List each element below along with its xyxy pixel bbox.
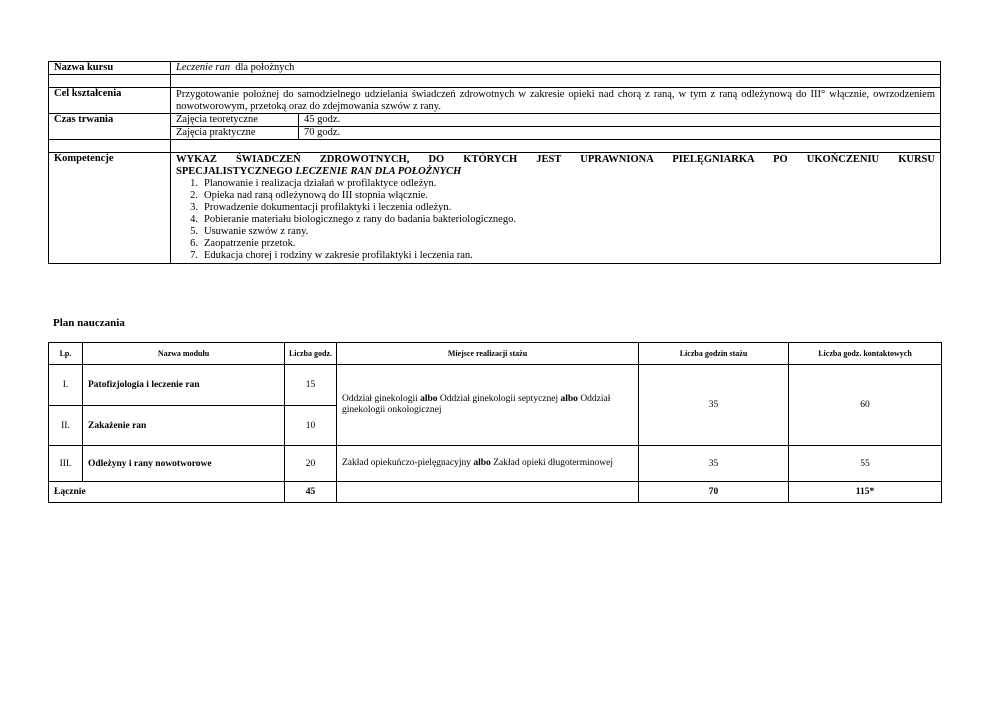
duration-row-theory	[49, 114, 941, 127]
row-hours: 10	[285, 406, 337, 446]
list-item	[176, 238, 935, 250]
course-name-label: Nazwa kursu	[49, 62, 171, 75]
table-row	[49, 446, 942, 482]
course-info-table	[48, 61, 941, 264]
place-text: Oddział ginekologii	[342, 394, 421, 404]
row-module: Patofizjologia i leczenie ran	[83, 365, 285, 406]
course-name-row	[49, 62, 941, 75]
row-lp: III.	[49, 446, 83, 482]
competence-row	[49, 153, 941, 264]
place-text: Oddział ginekologii septycznej	[437, 394, 561, 404]
total-hours: 45	[285, 482, 337, 503]
competence-heading-2a: SPECJALISTYCZNEGO	[176, 166, 296, 177]
competence-list	[176, 178, 935, 262]
list-number: 2.	[190, 190, 198, 201]
duration-type: Zajęcia teoretyczne	[171, 114, 299, 127]
list-number: 3.	[190, 202, 198, 213]
goal-label: Cel kształcenia	[49, 88, 171, 114]
total-staz: 70	[639, 482, 789, 503]
list-item	[176, 178, 935, 190]
table-row	[49, 365, 942, 406]
list-item	[176, 190, 935, 202]
place-cell	[337, 365, 639, 446]
duration-hours: 45 godz.	[299, 114, 941, 127]
list-item	[176, 214, 935, 226]
spacer-row	[49, 75, 941, 88]
staz-hours: 35	[639, 446, 789, 482]
place-or: albo	[560, 394, 578, 404]
place-text: Zakład opiekuńczo-pielęgnacyjny	[342, 458, 474, 468]
list-item	[176, 226, 935, 238]
course-name-rest: dla położnych	[229, 62, 295, 73]
list-number: 7.	[190, 250, 198, 261]
list-number: 1.	[190, 178, 198, 189]
contact-hours: 60	[789, 365, 942, 446]
list-text: Planowanie i realizacja działań w profilaktyce odleżyn.	[204, 178, 437, 189]
header-place: Miejsce realizacji stażu	[337, 343, 639, 365]
plan-heading: Plan nauczania	[53, 317, 125, 329]
list-item	[176, 202, 935, 214]
header-contact-hours: Liczba godz. kontaktowych	[789, 343, 942, 365]
header-module: Nazwa modułu	[83, 343, 285, 365]
total-place-empty	[337, 482, 639, 503]
place-cell	[337, 446, 639, 482]
course-name-value	[171, 62, 941, 75]
competence-heading-2	[176, 166, 935, 178]
duration-type: Zajęcia praktyczne	[171, 127, 299, 140]
header-lp: Lp.	[49, 343, 83, 365]
list-number: 6.	[190, 238, 198, 249]
duration-row-practice	[49, 127, 941, 140]
list-text: Pobieranie materiału biologicznego z rany do badania bakteriologicznego.	[204, 214, 516, 225]
goal-row	[49, 88, 941, 114]
staz-hours: 35	[639, 365, 789, 446]
row-hours: 15	[285, 365, 337, 406]
list-text: Usuwanie szwów z rany.	[204, 226, 309, 237]
list-text: Edukacja chorej i rodziny w zakresie profilaktyki i leczenia ran.	[204, 250, 473, 261]
row-lp: II.	[49, 406, 83, 446]
competence-cell	[171, 153, 941, 264]
place-or: albo	[420, 394, 438, 404]
place-or: albo	[473, 458, 491, 468]
place-text: Oddział ginekologii onkologicznej	[342, 394, 611, 415]
row-module: Zakażenie ran	[83, 406, 285, 446]
contact-hours: 55	[789, 446, 942, 482]
row-hours: 20	[285, 446, 337, 482]
header-staz-hours: Liczba godzin stażu	[639, 343, 789, 365]
list-text: Prowadzenie dokumentacji profilaktyki i leczenia odleżyn.	[204, 202, 452, 213]
row-module: Odleżyny i rany nowotworowe	[83, 446, 285, 482]
list-text: Opieka nad raną odleżynową do III stopnia włącznie.	[204, 190, 428, 201]
goal-text: Przygotowanie położnej do samodzielnego udzielania świadczeń zdrowotnych w zakresie opieki nad chorą z raną, w tym z raną odleżynową do III° włącznie, owrzodzeniem nowotworowym, przetoką oraz do zdejmowania szwów z rany.	[171, 88, 941, 114]
total-label: Łącznie	[49, 482, 285, 503]
list-text: Zaopatrzenie przetok.	[204, 238, 296, 249]
spacer-row	[49, 140, 941, 153]
total-row	[49, 482, 942, 503]
competence-label: Kompetencje	[49, 153, 171, 264]
plan-header-row	[49, 343, 942, 365]
plan-table	[48, 342, 942, 503]
duration-label: Czas trwania	[49, 114, 171, 140]
header-hours: Liczba godz.	[285, 343, 337, 365]
list-number: 5.	[190, 226, 198, 237]
list-item	[176, 250, 935, 262]
competence-heading: WYKAZ ŚWIADCZEŃ ZDROWOTNYCH, DO KTÓRYCH JEST UPRAWNIONA PIELĘGNIARKA PO UKOŃCZENIU KURSU	[176, 154, 935, 165]
competence-heading-2b: LECZENIE RAN DLA POŁOŻNYCH	[295, 166, 462, 177]
row-lp: I.	[49, 365, 83, 406]
course-name-italic: Leczenie ran	[176, 62, 230, 73]
place-text: Zakład opieki długoterminowej	[490, 458, 613, 468]
total-contact: 115*	[789, 482, 942, 503]
list-number: 4.	[190, 214, 198, 225]
duration-hours: 70 godz.	[299, 127, 941, 140]
